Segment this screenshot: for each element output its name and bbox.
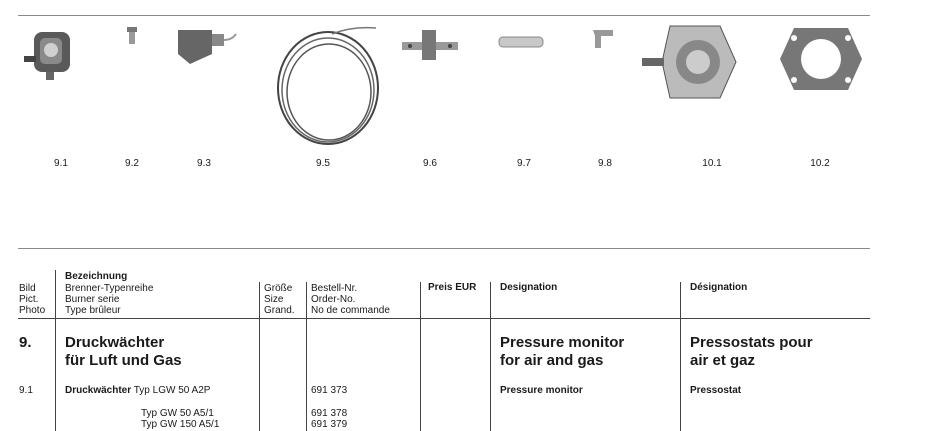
row-item (65, 385, 210, 396)
column-divider (259, 282, 260, 431)
nipple-icon (124, 26, 140, 46)
column-divider (420, 282, 421, 431)
sleeve-tube-icon (497, 34, 545, 50)
row-item-type: Typ GW 150 A5/1 (141, 419, 220, 430)
flange-fitting-icon (398, 28, 462, 64)
pressure-switch-icon (20, 26, 80, 86)
column-divider (55, 270, 56, 431)
top-rule (18, 15, 870, 16)
column-divider (306, 282, 307, 431)
gasket-icon (776, 24, 866, 94)
header-designation-en: Designation (500, 282, 558, 293)
row-order-number: 691 373 (311, 385, 348, 396)
header-preis: Preis EUR (428, 282, 477, 293)
header-bezeichnung-title: Bezeichnung (65, 271, 128, 282)
photo-label: 10.2 (810, 158, 830, 169)
photo-label: 9.1 (54, 158, 68, 169)
section-title-en: Pressure monitor for air and gas (500, 334, 625, 369)
header-bild: Bild Pict. Photo (19, 283, 46, 316)
section-title-fr: Pressostats pour air et gaz (690, 334, 813, 369)
header-designation-fr: Désignation (690, 282, 748, 293)
photo-label: 9.8 (598, 158, 612, 169)
row-designation-en: Pressure monitor (500, 385, 583, 396)
photo-label: 10.1 (702, 158, 722, 169)
section-title-de: Druckwächter für Luft und Gas (65, 334, 182, 369)
table-top-rule (18, 248, 870, 249)
column-divider (490, 282, 491, 431)
header-bezeichnung: Brenner-Typenreihe Burner serie Type brûleur (65, 283, 154, 316)
row-order-number: 691 379 (311, 419, 348, 430)
header-bestell: Bestell-Nr. Order-No. No de commande (311, 283, 390, 316)
photo-label: 9.7 (517, 158, 531, 169)
row-number: 9.1 (19, 385, 33, 396)
header-bottom-rule (18, 318, 870, 319)
row-order-number: 691 378 (311, 408, 348, 419)
row-item-name: Druckwächter (65, 385, 132, 396)
photo-label: 9.6 (423, 158, 437, 169)
row-designation-fr: Pressostat (690, 385, 742, 396)
plug-connector-icon (174, 24, 238, 68)
row-item-type: Typ GW 50 A5/1 (141, 408, 214, 419)
section-number: 9. (19, 334, 32, 351)
row-item-type: Typ LGW 50 A2P (133, 385, 211, 396)
photo-label: 9.3 (197, 158, 211, 169)
throttle-valve-icon (640, 22, 740, 102)
elbow-fitting-icon (589, 26, 619, 50)
column-divider (680, 282, 681, 431)
header-groesse: Größe Size Grand. (264, 283, 295, 316)
cable-coil-icon (272, 22, 384, 150)
photo-label: 9.2 (125, 158, 139, 169)
photo-label: 9.5 (316, 158, 330, 169)
